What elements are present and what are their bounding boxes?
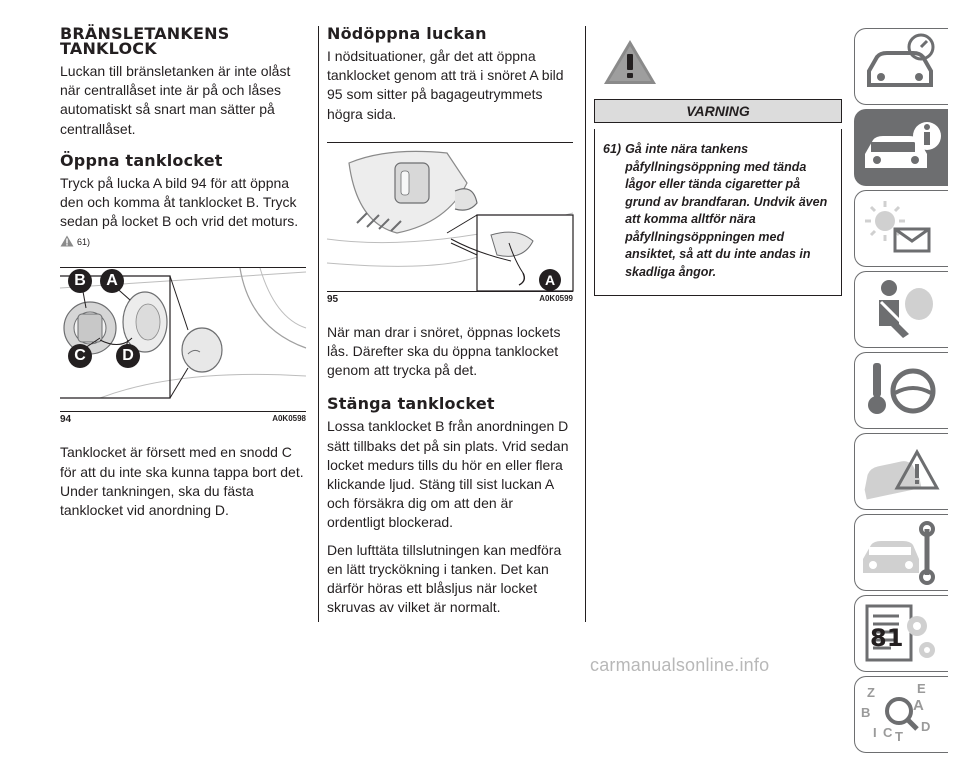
column-divider-left	[318, 26, 319, 622]
warning-triangle-icon	[60, 235, 74, 247]
page-number: 81	[870, 624, 904, 652]
section-title-close-cap: Stänga tanklocket	[327, 394, 495, 414]
section-title-open-cap: Öppna tanklocket	[60, 150, 223, 170]
column-divider-right	[585, 26, 586, 622]
warning-box	[594, 99, 842, 296]
section-title-fuel-cap: BRÄNSLETANKENS TANKLOCK	[60, 24, 230, 58]
fuel-flap-illustration	[60, 268, 306, 411]
column-warning	[594, 22, 842, 296]
tab-maintenance[interactable]	[854, 514, 948, 591]
warning-reference-number: 61)	[77, 237, 91, 248]
tab-safety[interactable]	[854, 271, 948, 348]
warning-body	[594, 129, 842, 296]
key-steering-wheel-icon	[855, 353, 949, 430]
figure-code: A0K0599	[539, 293, 573, 303]
figure-94	[60, 267, 306, 412]
close-cap-text: Lossa tanklocket B från anordningen D sätt tillbaks det på sin plats. Vrid sedan locket medurs tills du hör en eller flera klickande ljud. Stäng till sist luckan A och försäkra dig om att den är ordentligt blockerad.	[327, 418, 569, 531]
warning-item-text: Gå inte nära tankens påfyllningsöppning med tända lågor eller tända cigaretter på grund av brandfaran. Undvik även att komma alltför nära påfyllningsöppningen med ansiktet, så att du inte andas in skadliga ångor.	[625, 142, 828, 279]
index-letter-e: E	[917, 681, 926, 696]
tab-car-info[interactable]	[854, 109, 948, 186]
safety-seat-airbag-icon	[855, 272, 949, 349]
warning-reference[interactable]	[60, 235, 306, 247]
warning-item-number: 61)	[603, 142, 622, 156]
index-letter-d: D	[921, 719, 931, 734]
figure-94-caption	[60, 414, 306, 425]
tab-dashboard[interactable]	[854, 28, 948, 105]
maintenance-car-icon	[855, 515, 949, 592]
warning-item	[603, 141, 833, 281]
index-letter-a: A	[913, 697, 924, 714]
index-letter-b: B	[861, 705, 871, 720]
car-dashboard-icon	[855, 29, 949, 106]
tab-driving[interactable]	[854, 352, 948, 429]
trunk-cord-illustration	[327, 143, 573, 291]
figure-label-b: B	[68, 269, 92, 293]
column-emergency	[327, 22, 573, 617]
figure-95	[327, 142, 573, 292]
warning-triangle-icon	[602, 38, 658, 86]
tether-text: Tanklocket är försett med en snodd C för att du inte ska kunna tappa bort det. Under tankningen, ska du fästa tanklocket vid anordning D.	[60, 444, 304, 519]
index-letter-z: Z	[867, 685, 875, 700]
emergency-text: I nödsituationer, går det att öppna tanklocket genom att trä i snöret A bild 95 som sitter på bagageutrymmets högra sida.	[327, 48, 564, 122]
warning-header: VARNING	[594, 99, 842, 123]
emergency-car-icon	[855, 434, 949, 511]
figure-number: 94	[60, 414, 72, 426]
tab-warning-lights[interactable]	[854, 190, 948, 267]
warning-light-message-icon	[855, 191, 949, 268]
figure-label-c: C	[68, 344, 92, 368]
index-letter-i: I	[873, 725, 877, 740]
tab-emergency[interactable]	[854, 433, 948, 510]
index-letter-c: C	[883, 725, 893, 740]
figure-95-caption	[327, 294, 573, 305]
cord-result-text: När man drar i snöret, öppnas lockets lås. Därefter ska du öppna tanklocket genom att trycka på det.	[327, 323, 561, 379]
open-cap-text: Tryck på lucka A bild 94 för att öppna den och komma åt tanklocket B. Tryck sedan på locket B och vrid det moturs.	[60, 174, 299, 230]
section-title-emergency: Nödöppna luckan	[327, 24, 487, 43]
column-fuel-cap	[60, 22, 306, 520]
figure-code: A0K0598	[272, 414, 306, 424]
car-info-icon	[855, 110, 949, 187]
index-letter-t: T	[895, 729, 903, 744]
tab-index[interactable]	[854, 676, 948, 753]
fuel-cap-intro-text: Luckan till bränsletanken är inte olåst när centrallåset inte är på och låses automatiskt så snart man sätter på centrallåset.	[60, 63, 291, 137]
figure-number: 95	[327, 293, 339, 305]
figure-label-d: D	[116, 344, 140, 368]
figure-label-a: A	[100, 269, 124, 293]
airtight-text: Den lufttäta tillslutningen kan medföra en lätt tryckökning i tanken. Det kan därför höras ett blåsljus när locket skruvas av vilket är normalt.	[327, 541, 562, 616]
watermark: carmanualsonline.info	[590, 655, 770, 675]
figure-label-a: A	[539, 269, 561, 291]
